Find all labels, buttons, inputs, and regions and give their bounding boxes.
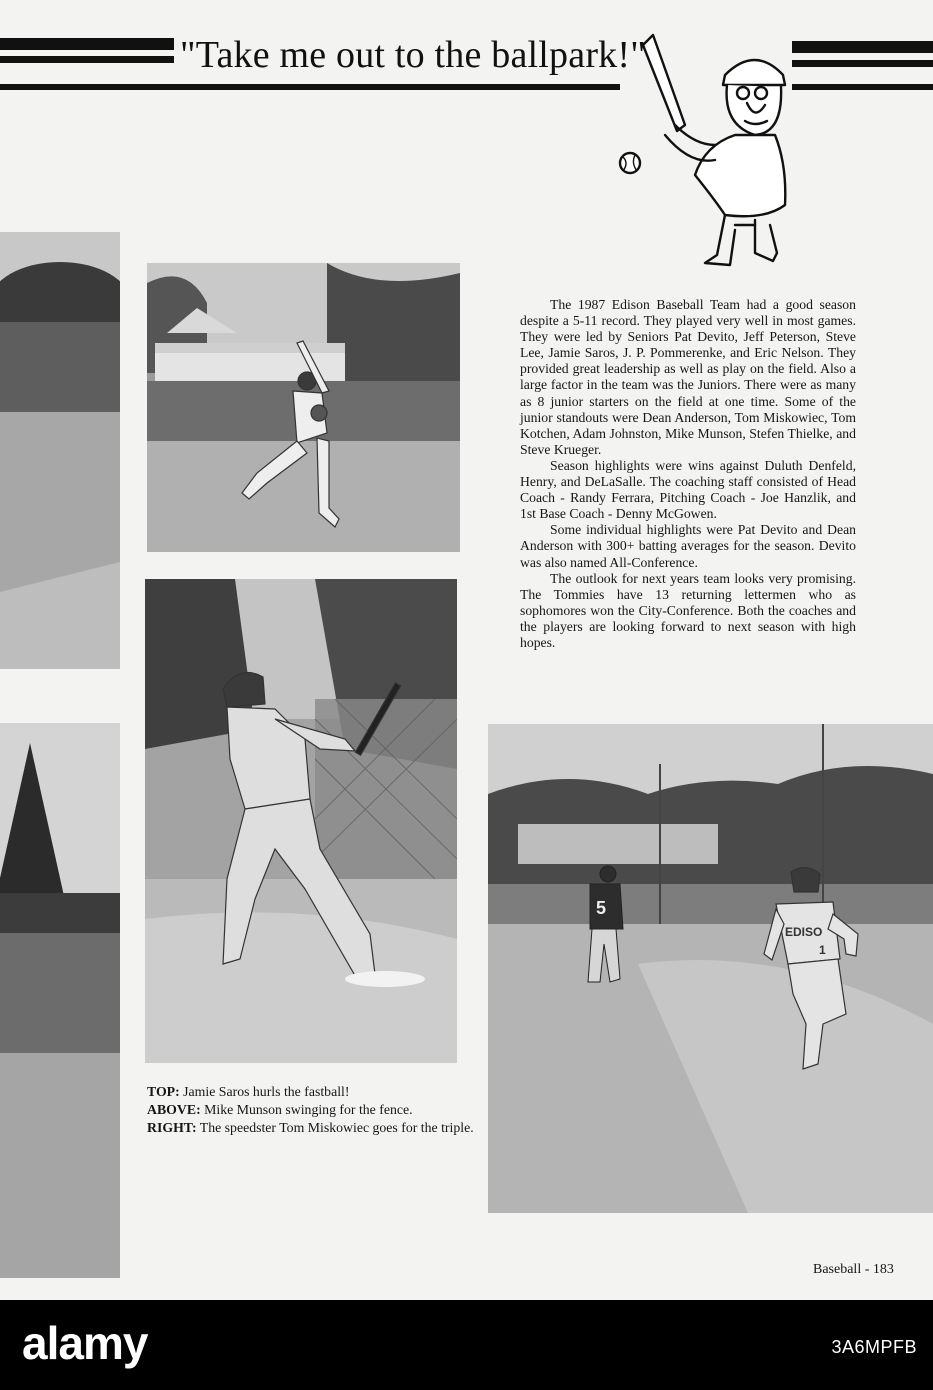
runner-jersey-text: EDISO	[785, 925, 823, 939]
caption-above-label: ABOVE:	[147, 1102, 201, 1117]
caption-above	[147, 1101, 482, 1119]
stock-image-id: 3A6MPFB	[831, 1337, 917, 1357]
header-stripe-left-bottom	[0, 56, 174, 63]
caption-right-label: RIGHT:	[147, 1120, 197, 1135]
photo-batter	[145, 579, 457, 1063]
article-paragraph: Some individual highlights were Pat Devito and Dean Anderson with 300+ batting averages for the season. Devito was also named All-Conference.	[520, 522, 856, 570]
header-stripe-full	[0, 84, 620, 90]
caption-top-label: TOP:	[147, 1084, 180, 1099]
header-stripe-right-bottom	[792, 60, 933, 67]
header-stripe-right-lower	[792, 84, 933, 90]
photo-captions	[147, 1083, 482, 1137]
caption-top-text: Jamie Saros hurls the fastball!	[179, 1084, 350, 1099]
article-body	[520, 297, 856, 651]
left-edge-outfield-photo	[0, 723, 120, 1278]
runner-jersey-number: 1	[819, 943, 826, 957]
cartoon-batter-illustration	[605, 25, 795, 275]
photo-pitcher	[147, 263, 460, 552]
caption-right-text: The speedster Tom Miskowiec goes for the triple.	[196, 1120, 474, 1135]
article-paragraph: The 1987 Edison Baseball Team had a good season despite a 5-11 record. They played very well in most games. They were led by Seniors Pat Devito, Jeff Peterson, Steve Lee, Jamie Saros, J. P. Pommerenke, and Eric Nelson. They provided great leadership as well as play on the field. Also a large factor in the team was the Juniors. There were as many as 8 junior starters on the field at one time. Some of the junior standouts were Dean Anderson, Tom Miskowiec, Tom Kotchen, Adam Johnston, Mike Munson, Stefen Thielke, and Steve Krueger.	[520, 297, 856, 457]
photo-runner	[488, 724, 933, 1213]
article-paragraph: Season highlights were wins against Duluth Denfeld, Henry, and DeLaSalle. The coaching staff consisted of Head Coach - Randy Ferrara, Pitching Coach - Joe Hanzlik, and 1st Base Coach - Denny McGowen.	[520, 457, 856, 522]
page-title: "Take me out to the ballpark!"	[180, 34, 646, 76]
fielder-jersey-number: 5	[596, 898, 607, 918]
article-paragraph: The outlook for next years team looks very promising. The Tommies have 13 returning lettermen who as sophomores won the City-Conference. Both the coaches and the players are looking forward to next season with high hopes.	[520, 570, 856, 650]
alamy-logo: alamy	[22, 1317, 148, 1369]
caption-above-text: Mike Munson swinging for the fence.	[200, 1102, 413, 1117]
header-stripe-right-top	[792, 41, 933, 53]
left-edge-field-photo	[0, 232, 120, 669]
header-stripe-left-top	[0, 38, 174, 50]
caption-right	[147, 1119, 482, 1137]
caption-top	[147, 1083, 482, 1101]
page-number: Baseball - 183	[813, 1262, 894, 1277]
